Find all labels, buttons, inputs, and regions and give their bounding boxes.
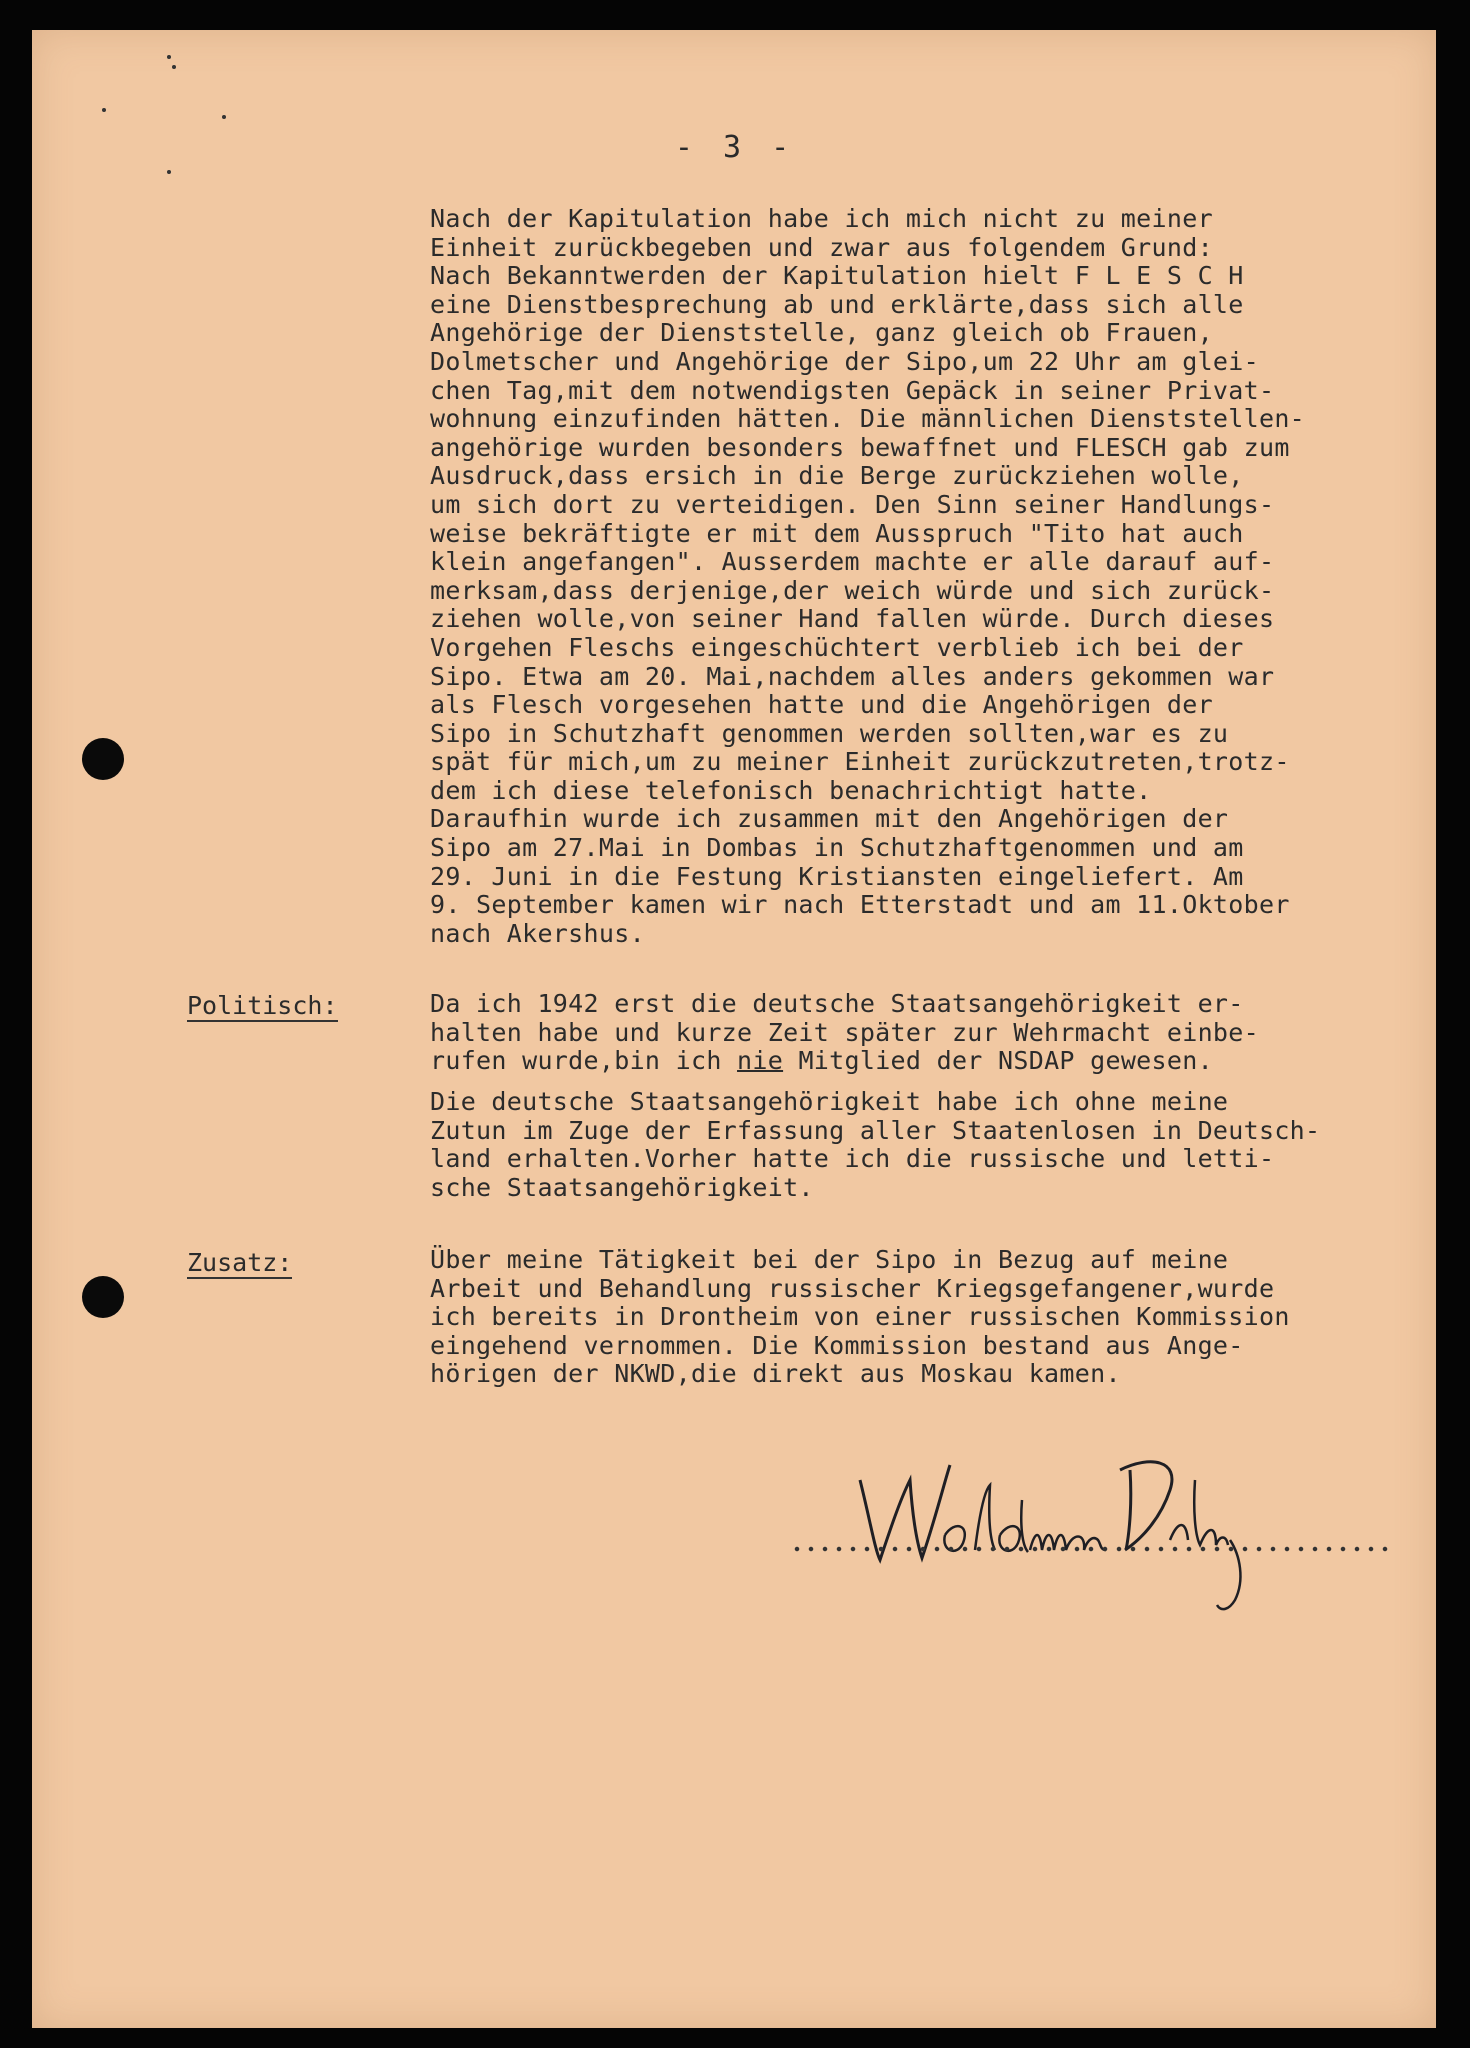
body-lines-line: Sipo. Etwa am 20. Mai,nachdem alles anders gekommen war: [430, 661, 1275, 691]
paper-speck: [222, 115, 226, 119]
punch-hole-top: [82, 738, 124, 780]
body-lines-line: merksam,dass derjenige,der weich würde und sich zurück-: [430, 575, 1275, 605]
body-lines-line: Angehörige der Dienststelle, ganz gleich ob Frauen,: [430, 318, 1213, 348]
politisch-line: Da ich 1942 erst die deutsche Staatsangehörigkeit er-: [430, 989, 1244, 1018]
body-lines-line: wohnung einzufinden hätten. Die männlichen Dienststellen-: [430, 404, 1306, 434]
paper-speck: [167, 55, 171, 59]
zusatz-lines-line: eingehend vernommen. Die Kommission bestand aus Ange-: [430, 1330, 1244, 1360]
signature-dotted-line: [790, 1545, 1390, 1553]
zusatz-label: Zusatz:: [187, 1248, 293, 1277]
zusatz-paragraph: [430, 1246, 1430, 1389]
politisch-para2-line: land erhalten.Vorher hatte ich die russische und letti-: [430, 1144, 1275, 1174]
body-lines-line: Nach der Kapitulation habe ich mich nicht zu meiner: [430, 204, 1213, 233]
politisch-paragraph-2: [430, 1088, 1430, 1202]
politisch-para2-line: Zutun im Zuge der Erfassung aller Staatenlosen in Deutsch-: [430, 1115, 1321, 1145]
zusatz-lines-line: hörigen der NKWD,die direkt aus Moskau kamen.: [430, 1359, 1121, 1389]
paper-speck: [102, 108, 106, 112]
body-lines-line: Sipo in Schutzhaft genommen werden sollten,war es zu: [430, 718, 1229, 748]
paper-speck: [172, 65, 176, 69]
politisch-para2-line: Die deutsche Staatsangehörigkeit habe ich ohne meine: [430, 1087, 1229, 1116]
paper-speck: [167, 170, 171, 174]
body-lines-line: Sipo am 27.Mai in Dombas in Schutzhaftgenommen und am: [430, 833, 1244, 863]
zusatz-lines-line: ich bereits in Drontheim von einer russischen Kommission: [430, 1302, 1290, 1332]
politisch-line: [430, 1047, 1430, 1076]
body-lines-line: weise bekräftigte er mit dem Ausspruch "Tito hat auch: [430, 518, 1244, 548]
body-lines-line: ziehen wolle,von seiner Hand fallen würde. Durch dieses: [430, 604, 1275, 634]
body-paragraph: [430, 205, 1430, 948]
body-lines-line: Dolmetscher und Angehörige der Sipo,um 22 Uhr am glei-: [430, 346, 1259, 376]
politisch-paragraph-1: [430, 990, 1430, 1076]
zusatz-lines-line: Arbeit und Behandlung russischer Kriegsgefangener,wurde: [430, 1273, 1275, 1303]
punch-hole-bottom: [82, 1276, 124, 1318]
underlined-word: nie: [737, 1046, 784, 1076]
politisch-label: Politisch:: [187, 991, 338, 1020]
politisch-line-text: rufen wurde,bin ich: [430, 1046, 738, 1076]
politisch-line: halten habe und kurze Zeit später zur Wehrmacht einbe-: [430, 1017, 1259, 1047]
body-lines-line: Einheit zurückbegeben und zwar aus folgendem Grund:: [430, 232, 1213, 262]
body-lines-line: Daraufhin wurde ich zusammen mit den Angehörigen der: [430, 804, 1229, 834]
body-lines-line: 9. September kamen wir nach Etterstadt und am 11.Oktober: [430, 890, 1290, 920]
body-lines-line: 29. Juni in die Festung Kristiansten eingeliefert. Am: [430, 861, 1244, 891]
body-lines-line: spät für mich,um zu meiner Einheit zurückzutreten,trotz-: [430, 747, 1290, 777]
body-lines-line: angehörige wurden besonders bewaffnet und FLESCH gab zum: [430, 432, 1290, 462]
body-lines-line: um sich dort zu verteidigen. Den Sinn seiner Handlungs-: [430, 489, 1275, 519]
body-lines-line: Vorgehen Fleschs eingeschüchtert verblieb ich bei der: [430, 632, 1244, 662]
handwritten-signature: [850, 1440, 1290, 1620]
body-lines-line: dem ich diese telefonisch benachrichtigt hatte.: [430, 775, 1152, 805]
body-lines-line: Ausdruck,dass ersich in die Berge zurückziehen wolle,: [430, 461, 1244, 491]
body-lines-line: eine Dienstbesprechung ab und erklärte,dass sich alle: [430, 289, 1244, 319]
politisch-para2-line: sche Staatsangehörigkeit.: [430, 1172, 814, 1202]
body-lines-line: Nach Bekanntwerden der Kapitulation hielt F L E S C H: [430, 261, 1244, 291]
page-number: - 3 -: [674, 130, 796, 165]
politisch-line-text: Mitglied der NSDAP gewesen.: [783, 1046, 1213, 1076]
body-lines-line: klein angefangen". Ausserdem machte er alle darauf auf-: [430, 547, 1275, 577]
body-lines-line: chen Tag,mit dem notwendigsten Gepäck in seiner Privat-: [430, 375, 1275, 405]
body-lines-line: als Flesch vorgesehen hatte und die Angehörigen der: [430, 690, 1213, 720]
body-lines-line: nach Akershus.: [430, 918, 645, 948]
zusatz-lines-line: Über meine Tätigkeit bei der Sipo in Bezug auf meine: [430, 1245, 1229, 1274]
